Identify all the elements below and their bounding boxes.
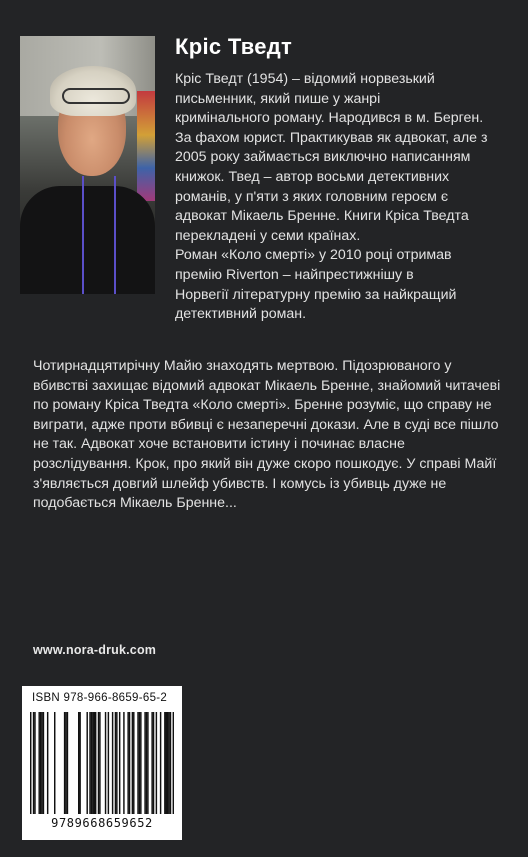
barcode-bar bbox=[167, 712, 168, 814]
barcode-bar bbox=[123, 712, 124, 814]
barcode-bar bbox=[67, 712, 68, 814]
barcode-bar bbox=[30, 712, 31, 814]
barcode-bar bbox=[139, 712, 140, 814]
photo-glasses bbox=[62, 88, 130, 104]
barcode-bar bbox=[132, 712, 133, 814]
author-bio bbox=[175, 70, 510, 325]
bio-line: Кріс Тведт (1954) – відомий норвезький bbox=[175, 71, 435, 87]
barcode-bar bbox=[94, 712, 95, 814]
barcode-bar bbox=[95, 712, 96, 814]
publisher-website[interactable]: www.nora-druk.com bbox=[33, 643, 157, 657]
barcode-bar bbox=[153, 712, 154, 814]
author-photo bbox=[20, 36, 155, 294]
barcode-bar bbox=[156, 712, 157, 814]
barcode-bar bbox=[43, 712, 44, 814]
barcode-bar bbox=[105, 712, 106, 814]
barcode-digits: 9789668659652 bbox=[51, 816, 153, 830]
barcode-bar bbox=[160, 712, 161, 814]
barcode-bar bbox=[34, 712, 35, 814]
barcode-bar bbox=[112, 712, 113, 814]
author-name: Кріс Тведт bbox=[175, 34, 293, 59]
bio-line: 2005 року займається виключно написанням bbox=[175, 149, 471, 166]
bio-line: перекладені у семи країнах. bbox=[175, 227, 361, 244]
barcode-bar bbox=[144, 712, 145, 814]
barcode-bar bbox=[65, 712, 66, 814]
barcode-bar bbox=[89, 712, 90, 814]
barcode-bar bbox=[147, 712, 148, 814]
barcode-bar bbox=[168, 712, 169, 814]
barcode-bar bbox=[91, 712, 92, 814]
bio-line: романів, у п'яти з яких головним героєм є bbox=[175, 188, 449, 205]
barcode-bar bbox=[108, 712, 109, 814]
barcode-bar bbox=[151, 712, 152, 814]
barcode-bar bbox=[98, 712, 99, 814]
barcode-bar bbox=[64, 712, 65, 814]
barcode-bar bbox=[115, 712, 116, 814]
barcode-bar bbox=[78, 712, 79, 814]
isbn-label: ISBN 978-966-8659-65-2 bbox=[32, 692, 168, 704]
barcode-bar bbox=[119, 712, 120, 814]
barcode-bar bbox=[166, 712, 167, 814]
barcode-bar bbox=[170, 712, 171, 814]
barcode-bar bbox=[164, 712, 165, 814]
barcode-bar bbox=[33, 712, 34, 814]
barcode-bar bbox=[146, 712, 147, 814]
barcode-bar bbox=[54, 712, 55, 814]
bio-line: письменник, який пише у жанрі bbox=[175, 90, 381, 107]
barcode-bar bbox=[92, 712, 93, 814]
barcode-bar bbox=[116, 712, 117, 814]
barcode-bar bbox=[129, 712, 130, 814]
barcode-bar bbox=[133, 712, 134, 814]
barcode-icon bbox=[30, 712, 174, 814]
bio-line: книжок. Твед – автор восьми детективних bbox=[175, 168, 450, 185]
barcode-bar bbox=[137, 712, 138, 814]
bio-line: За фахом юрист. Практикував як адвокат, але з bbox=[175, 129, 488, 146]
barcode-bar bbox=[40, 712, 41, 814]
photo-lanyard bbox=[82, 176, 116, 294]
bio-line: премію Riverton – найпрестижнішу в bbox=[175, 266, 414, 283]
barcode-bar bbox=[127, 712, 128, 814]
barcode-bar bbox=[99, 712, 100, 814]
barcode-bar bbox=[140, 712, 141, 814]
book-description: Чотирнадцятирічну Майю знаходять мертвою. Підозрюваного у вбивстві захищає відомий адвокат Мікаель Бренне, знайомий читачеві по роману Кріса Тведта «Коло смерті». Бренне розуміє, що справу не виграти, адже проти вбивці є незаперечні докази. Але в суді все пішло не так. Адвокат хоче встановити істину і починає власне розслідування. Крок, про який він дуже скоро пошкодує. У справі Майї з'являється довгий шлейф убивств. І комусь із убивць дуже не подобається Мікаель Бренне... bbox=[33, 358, 501, 512]
bio-line: детективний роман. bbox=[175, 306, 307, 323]
barcode-box bbox=[22, 686, 182, 840]
barcode-bar bbox=[47, 712, 48, 814]
barcode-bar bbox=[41, 712, 42, 814]
bio-line: адвокат Мікаель Бренне. Книги Кріса Тведта bbox=[175, 208, 469, 225]
barcode-bar bbox=[86, 712, 87, 814]
bio-line: Роман «Коло смерті» у 2010 році отримав bbox=[175, 247, 452, 264]
bio-line: кримінального роману. Народився в м. Берген. bbox=[175, 110, 484, 127]
barcode-bar bbox=[38, 712, 39, 814]
photo-books bbox=[137, 91, 155, 201]
barcode-bar bbox=[79, 712, 80, 814]
barcode-bar bbox=[173, 712, 174, 814]
bio-line: Норвегії літературну премію за найкращий bbox=[175, 286, 457, 303]
